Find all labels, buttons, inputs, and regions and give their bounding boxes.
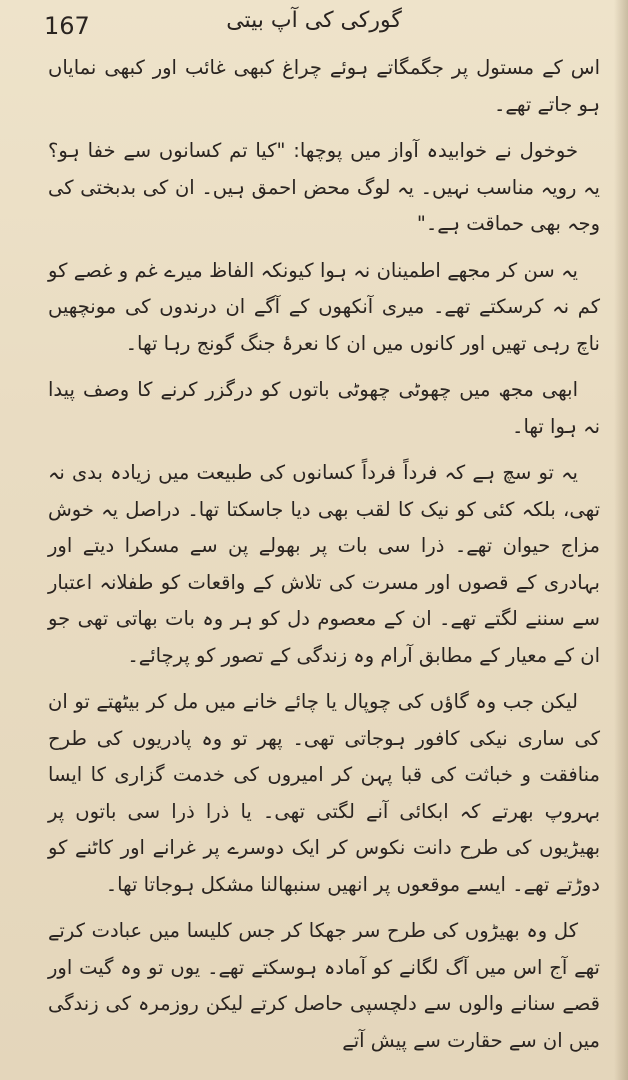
paragraph: یہ سن کر مجھے اطمینان نہ ہوا کیونکہ الفاظ میرے غم و غصے کو کم نہ کرسکتے تھے۔ میری آنکھوں کے آگے ان درندوں کی مونچھیں ناچ رہی تھیں اور کانوں میں ان کا نعرۂ جنگ گونج رہا تھا۔ [48, 258, 600, 355]
paragraph: یہ تو سچ ہے کہ فرداً فرداً کسانوں کی طبیعت میں زیادہ بدی نہ تھی، بلکہ کئی کو نیک کا لقب بھی دیا جاسکتا تھا۔ دراصل یہ خوش مزاج حیوان تھے۔ ذرا سی بات پر بھولے پن سے مسکرا دیتے اور بہادری کے قصوں اور مسرت کی تلاش کے واقعات کو طفلانہ اعتبار سے سننے لگتے تھے۔ ان کے معصوم دل کو ہر وہ بات بھاتی تھی جو ان کے معیار کے مطابق آرام وہ زندگی کے تصور کو پرچائے۔ [48, 461, 600, 667]
paragraph: لیکن جب وہ گاؤں کی چوپال یا چائے خانے میں مل کر بیٹھتے تو ان کی ساری نیکی کافور ہوجاتی تھی۔ پھر تو وہ پادریوں کی طرح منافقت و خباثت کی قبا پہن کر امیروں کی خدمت گزاری کا ایسا بہروپ بھرتے کہ ابکائی آنے لگتی تھی۔ یا ذرا ذرا سی باتوں پر بھیڑیوں کی طرح دانت نکوس کر ایک دوسرے پر غرانے اور کاٹنے کو دوڑتے تھے۔ ایسے موقعوں پر انھیں سنبھالنا مشکل ہوجاتا تھا۔ [48, 690, 600, 896]
body-text [48, 50, 600, 1069]
paragraph: اس کے مستول پر جگمگاتے ہوئے چراغ کبھی غائب اور کبھی نمایاں ہو جاتے تھے۔ [48, 56, 600, 116]
paragraph: کل وہ بھیڑوں کی طرح سر جھکا کر جس کلیسا میں عبادت کرتے تھے آج اس میں آگ لگانے کو آمادہ ہوسکتے تھے۔ یوں تو وہ گیت اور قصے سنانے والوں سے دلچسپی حاصل کرتے لیکن روزمرہ کی زندگی میں ان سے حقارت سے پیش آتے [48, 919, 600, 1052]
paragraph: خوخول نے خوابیدہ آواز میں پوچھا: "کیا تم کسانوں سے خفا ہو؟ یہ رویہ مناسب نہیں۔ یہ لوگ محض احمق ہیں۔ ان کی بدبختی کی وجہ بھی حماقت ہے۔" [48, 139, 600, 235]
running-head: گورکی کی آپ بیتی [226, 8, 402, 33]
paragraph: ابھی مجھ میں چھوٹی چھوٹی باتوں کو درگزر کرنے کا وصف پیدا نہ ہوا تھا۔ [48, 378, 600, 438]
page-number: 167 [44, 12, 90, 40]
page-edge-shadow [614, 0, 628, 1080]
